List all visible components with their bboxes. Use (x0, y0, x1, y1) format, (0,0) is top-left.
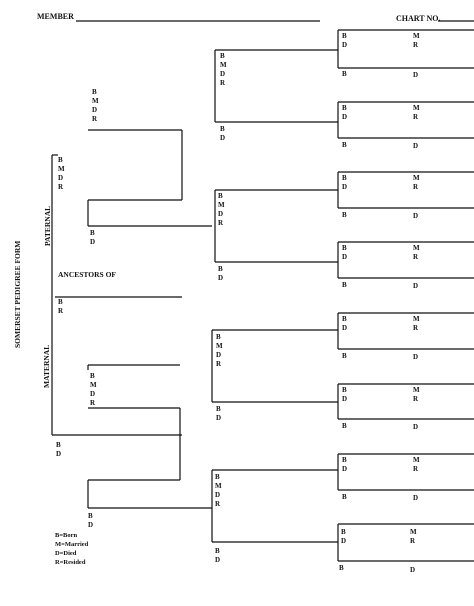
gen4-6-died-below: D (413, 423, 419, 431)
gen4-3-died-below: D (413, 212, 419, 220)
gen4-1-fields-left: B D (342, 32, 348, 49)
legend-died: D=Died (55, 550, 77, 557)
gen4-8-died-below: D (410, 566, 416, 574)
maternal-parent-fields: B D (56, 441, 62, 458)
form-title: SOMERSET PEDIGREE FORM (13, 240, 22, 348)
gen4-4-fields-left: B D (342, 244, 348, 261)
gen4-8-fields-right: M R (410, 528, 417, 545)
gen4-5-died-below: D (413, 353, 419, 361)
paternal-label: PATERNAL (43, 205, 52, 246)
paternal-grandmother-fields: B D (90, 229, 96, 246)
gen4-4-born-below: B (342, 281, 347, 289)
gen4-3-fields-right: M R (413, 174, 420, 191)
subject-fields: B R (58, 298, 64, 315)
legend (55, 531, 88, 567)
gen4-4-fields-right: M R (413, 244, 420, 261)
gen4-3-born-below: B (342, 211, 347, 219)
gen4-4-died-below: D (413, 282, 419, 290)
ancestors-of-label: ANCESTORS OF (58, 270, 117, 279)
gen4-6-fields-left: B D (342, 386, 348, 403)
legend-resided: R=Resided (55, 559, 86, 566)
chart-no-label: CHART NO. (396, 14, 441, 23)
gen4-2-fields-left: B D (342, 104, 348, 121)
gen4-6-fields-right: M R (413, 386, 420, 403)
gen3-7-fields: B M D R (215, 473, 222, 508)
gen4-8-born-below: B (339, 564, 344, 572)
member-label: MEMBER (37, 12, 74, 21)
gen4-8-fields-left: B D (341, 528, 347, 545)
gen4-2-born-below: B (342, 141, 347, 149)
gen4-1-born-below: B (342, 70, 347, 78)
maternal-label: MATERNAL (42, 344, 51, 388)
paternal-parent-fields: B M D R (58, 156, 65, 191)
gen3-2-fields: B D (220, 125, 226, 142)
gen4-7-fields-left: B D (342, 456, 348, 473)
maternal-grandfather-fields: B M D R (90, 372, 97, 407)
maternal-grandmother-fields: B D (88, 512, 94, 529)
gen4-5-born-below: B (342, 352, 347, 360)
gen4-7-born-below: B (342, 493, 347, 501)
gen4-7-fields-right: M R (413, 456, 420, 473)
gen4-1-died-below: D (413, 71, 419, 79)
gen4-5-fields-left: B D (342, 315, 348, 332)
gen3-6-fields: B D (216, 405, 222, 422)
gen3-5-fields: B M D R (216, 333, 223, 368)
gen4-7-died-below: D (413, 494, 419, 502)
gen4-3-fields-left: B D (342, 174, 348, 191)
legend-married: M=Married (55, 541, 89, 548)
gen3-1-fields: B M D R (220, 52, 227, 87)
gen4-6-born-below: B (342, 422, 347, 430)
paternal-grandfather-fields: B M D R (92, 88, 99, 123)
gen3-8-fields: B D (215, 547, 221, 564)
gen4-2-fields-right: M R (413, 104, 420, 121)
gen4-2-died-below: D (413, 142, 419, 150)
gen3-4-fields: B D (218, 265, 224, 282)
gen3-3-fields: B M D R (218, 192, 225, 227)
gen4-1-fields-right: M R (413, 32, 420, 49)
legend-born: B=Born (55, 532, 78, 539)
gen4-5-fields-right: M R (413, 315, 420, 332)
